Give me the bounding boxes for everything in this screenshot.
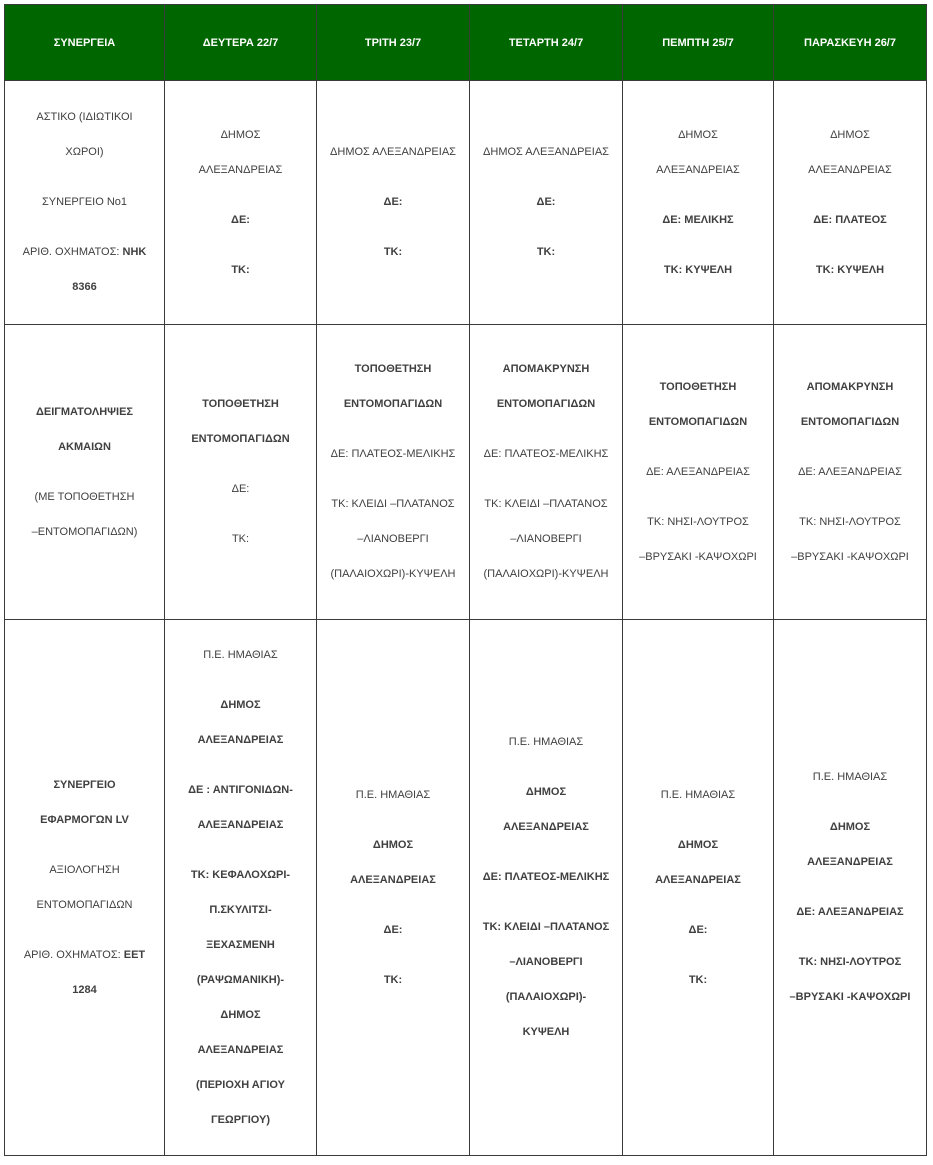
cell-paragraph <box>37 853 133 923</box>
table-row <box>5 620 927 1156</box>
cell-text: ΔΗΜΟΣ <box>220 1008 261 1021</box>
cell-text: ΔΗΜΟΣ ΑΛΕΞΑΝΔΡΕΙΑΣ <box>330 146 456 158</box>
cell-text: ΔΕ: ΠΛΑΤΕΟΣ <box>813 213 887 226</box>
cell-text: ΤΚ: ΚΥΨΕΛΗ <box>815 263 885 276</box>
cell-paragraph <box>40 768 129 838</box>
cell-text: ΣΥΝΕΡΓΕΙΟ <box>53 778 116 791</box>
cell-paragraph <box>231 203 250 238</box>
cell-paragraph <box>807 810 893 880</box>
schedule-cell <box>623 620 774 1156</box>
cell-paragraph <box>232 472 250 507</box>
cell-text: ΤΚ: <box>231 263 250 276</box>
cell-text: –ΛΙΑΝΟΒΕΡΓΙ <box>509 956 583 968</box>
cell-text: ΑΛΕΞΑΝΔΡΕΙΑΣ <box>197 1043 284 1056</box>
cell-text: ΑΛΕΞΑΝΔΡΕΙΑΣ <box>656 163 740 176</box>
cell-paragraph <box>509 725 583 760</box>
cell-text: ΤΚ: <box>383 973 403 986</box>
cell-text: ΤΚ: ΚΛΕΙΔΙ –ΠΛΑΤΑΝΟΣ <box>484 498 608 510</box>
cell-paragraph <box>198 688 284 758</box>
cell-text: ΔΗΜΟΣ <box>220 698 261 711</box>
cell-text: ΔΕ: ΠΛΑΤΕΟΣ-ΜΕΛΙΚΗΣ <box>330 448 456 460</box>
cell-paragraph <box>330 487 455 592</box>
schedule-cell <box>470 620 623 1156</box>
cell-text: ΔΕ: <box>383 196 403 208</box>
cell-text: ΤΚ: ΚΕΦΑΛΟΧΩΡΙ- <box>190 868 291 881</box>
cell-text: ΤΚ: <box>231 533 250 545</box>
cell-text: ΔΗΜΟΣ <box>677 838 719 851</box>
cell-text: (ΠΑΛΑΙΟΧΩΡΙ)-ΚΥΨΕΛΗ <box>330 568 456 580</box>
cell-text: ΑΡΙΘ. ΟΧΗΜΑΤΟΣ: <box>23 948 124 961</box>
cell-text: –ΛΙΑΝΟΒΕΡΓΙ <box>357 533 429 545</box>
cell-paragraph <box>483 860 610 895</box>
cell-text: 8366 <box>72 281 97 293</box>
cell-paragraph <box>655 828 741 898</box>
cell-text: Π.ΣΚΥΛΙΤΣΙ- <box>209 903 272 916</box>
cell-text: (ΠΑΛΑΙΟΧΩΡΙ)-ΚΥΨΕΛΗ <box>483 568 609 580</box>
cell-paragraph <box>203 638 277 673</box>
schedule-cell <box>317 325 470 620</box>
header-row <box>5 5 927 81</box>
cell-text: ΑΣΤΙΚΟ (ΙΔΙΩΤΙΚΟΙ <box>36 111 133 123</box>
cell-text: (ΠΑΛΑΙΟΧΩΡΙ)- <box>505 991 587 1003</box>
cell-text: ΔΕ: ΑΛΕΞΑΝΔΡΕΙΑΣ <box>646 465 750 478</box>
cell-text: ΑΛΕΞΑΝΔΡΕΙΑΣ <box>655 873 741 886</box>
cell-text: ΓΕΩΡΓΙΟΥ) <box>210 1113 271 1126</box>
cell-text: ΑΠΟΜΑΚΡΥΝΣΗ <box>502 363 590 375</box>
cell-paragraph <box>801 370 899 440</box>
cell-paragraph <box>537 235 555 270</box>
cell-paragraph <box>483 135 609 170</box>
cell-text: 1284 <box>72 983 97 996</box>
cell-text: ΚΥΨΕΛΗ <box>522 1026 570 1038</box>
schedule-table <box>4 4 927 1156</box>
cell-paragraph <box>790 945 911 1015</box>
cell-text: ΔΕ: <box>231 483 250 495</box>
cell-paragraph <box>537 185 556 220</box>
cell-paragraph <box>661 778 735 813</box>
cell-text: Π.Ε. ΗΜΑΘΙΑΣ <box>203 648 278 661</box>
schedule-cell <box>165 620 317 1156</box>
cell-text: ΔΗΜΟΣ <box>678 128 718 141</box>
cell-paragraph <box>796 895 903 930</box>
cell-paragraph <box>191 387 289 457</box>
header-tuesday: ΤΡΙΤΗ 23/7 <box>317 5 470 81</box>
cell-paragraph <box>798 455 902 490</box>
cell-paragraph <box>231 253 249 288</box>
cell-text: ΤΟΠΟΘΕΤΗΣΗ <box>659 380 737 393</box>
cell-text: ΔΕ: ΑΛΕΞΑΝΔΡΕΙΑΣ <box>796 906 904 918</box>
cell-text: ΔΕΙΓΜΑΤΟΛΗΨΙΕΣ <box>35 405 134 418</box>
header-wednesday: ΤΕΤΑΡΤΗ 24/7 <box>470 5 623 81</box>
cell-paragraph <box>497 352 595 422</box>
cell-text: ΔΕ: <box>688 923 708 936</box>
cell-text: ΤΚ: ΚΥΨΕΛΗ <box>663 263 733 276</box>
cell-text: ΔΕ: <box>536 196 556 208</box>
cell-text: Π.Ε. ΗΜΑΘΙΑΣ <box>660 788 736 801</box>
cell-text: (ΡΑΨΩΜΑΝΙΚΗ)- <box>196 973 285 986</box>
cell-text: –ΒΡΥΣΑΚΙ -ΚΑΨΟΧΩΡΙ <box>789 991 911 1003</box>
cell-paragraph <box>232 522 249 557</box>
cell-paragraph <box>808 118 892 188</box>
table-row <box>5 81 927 325</box>
cell-paragraph <box>483 910 609 1050</box>
cell-text: ΔΕ: ΠΛΑΤΕΟΣ-ΜΕΛΙΚΗΣ <box>482 871 610 883</box>
cell-text: ΑΛΕΞΑΝΔΡΕΙΑΣ <box>350 873 436 886</box>
schedule-cell <box>317 620 470 1156</box>
cell-text: ΑΛΕΞΑΝΔΡΕΙΑΣ <box>807 856 893 868</box>
cell-text: ΝΗΚ <box>122 246 147 258</box>
schedule-cell <box>774 325 927 620</box>
cell-text: ΧΩΡΟΙ) <box>65 146 104 158</box>
cell-text: –ΒΡΥΣΑΚΙ -ΚΑΨΟΧΩΡΙ <box>639 550 757 563</box>
cell-text: ΔΕ: ΑΛΕΞΑΝΔΡΕΙΑΣ <box>798 465 902 478</box>
cell-text: –ΕΝΤΟΜΟΠΑΓΙΔΩΝ) <box>31 525 138 538</box>
cell-paragraph <box>646 455 750 490</box>
cell-text: Π.Ε. ΗΜΑΘΙΑΣ <box>812 771 888 783</box>
cell-paragraph <box>484 437 609 472</box>
schedule-cell <box>623 325 774 620</box>
cell-paragraph <box>689 913 708 948</box>
header-thursday: ΠΕΜΠΤΗ 25/7 <box>623 5 774 81</box>
cell-paragraph <box>813 203 887 238</box>
cell-text: ΣΥΝΕΡΓΕΙΟ Νο1 <box>42 196 127 208</box>
team-cell <box>5 620 165 1156</box>
cell-paragraph <box>188 773 293 843</box>
cell-paragraph <box>24 938 145 1008</box>
cell-text: ΑΞΙΟΛΟΓΗΣΗ <box>49 863 120 876</box>
schedule-cell <box>165 81 317 325</box>
cell-paragraph <box>649 370 747 440</box>
cell-paragraph <box>384 185 403 220</box>
cell-paragraph <box>42 185 127 220</box>
cell-text: ΤΚ: ΝΗΣΙ-ΛΟΥΤΡΟΣ <box>799 515 901 528</box>
cell-text: ΔΗΜΟΣ <box>829 821 871 833</box>
cell-text: ΑΡΙΘ. ΟΧΗΜΑΤΟΣ: <box>22 246 123 258</box>
cell-text: ΕΝΤΟΜΟΠΑΓΙΔΩΝ <box>343 398 443 410</box>
cell-text: ΕΝΤΟΜΟΠΑΓΙΔΩΝ <box>648 415 748 428</box>
cell-text: ΑΛΕΞΑΝΔΡΕΙΑΣ <box>808 163 892 176</box>
cell-paragraph <box>350 828 436 898</box>
cell-text: (ΠΕΡΙΟΧΗ ΑΓΙΟΥ <box>195 1078 286 1091</box>
cell-paragraph <box>639 505 757 575</box>
cell-text: ΔΕ: <box>231 213 250 226</box>
header-monday: ΔΕΥΤΕΡΑ 22/7 <box>165 5 317 81</box>
schedule-cell <box>623 81 774 325</box>
schedule-cell <box>317 81 470 325</box>
cell-paragraph <box>331 437 456 472</box>
cell-paragraph <box>384 963 402 998</box>
cell-text: ΑΛΕΞΑΝΔΡΕΙΑΣ <box>503 821 589 833</box>
cell-text: Π.Ε. ΗΜΑΘΙΑΣ <box>355 788 431 801</box>
cell-paragraph <box>664 253 732 288</box>
cell-text: ΤΚ: ΝΗΣΙ-ΛΟΥΤΡΟΣ <box>647 515 749 528</box>
cell-paragraph <box>689 963 707 998</box>
cell-text: ΔΕ : ΑΝΤΙΓΟΝΙΔΩΝ- <box>188 783 293 796</box>
cell-paragraph <box>503 775 589 845</box>
cell-text: ΔΕ: ΜΕΛΙΚΗΣ <box>662 213 734 226</box>
cell-paragraph <box>384 235 402 270</box>
cell-text: ΑΛΕΞΑΝΔΡΕΙΑΣ <box>197 733 284 746</box>
schedule-cell <box>774 620 927 1156</box>
cell-paragraph <box>813 760 887 795</box>
cell-text: ΑΠΟΜΑΚΡΥΝΣΗ <box>806 380 894 393</box>
cell-paragraph <box>23 235 147 305</box>
cell-text: –ΒΡΥΣΑΚΙ -ΚΑΨΟΧΩΡΙ <box>791 550 909 563</box>
cell-text: ΑΚΜΑΙΩΝ <box>58 440 111 453</box>
header-friday: ΠΑΡΑΣΚΕΥΗ 26/7 <box>774 5 927 81</box>
cell-paragraph <box>199 118 283 188</box>
cell-paragraph <box>483 487 608 592</box>
cell-paragraph <box>32 480 138 550</box>
cell-paragraph <box>330 135 456 170</box>
cell-paragraph <box>662 203 733 238</box>
cell-text: ΤΚ: ΚΛΕΙΔΙ –ΠΛΑΤΑΝΟΣ <box>331 498 455 510</box>
cell-text: ΔΗΜΟΣ ΑΛΕΞΑΝΔΡΕΙΑΣ <box>483 146 609 158</box>
team-cell <box>5 81 165 325</box>
cell-text: ΤΚ: ΚΛΕΙΔΙ –ΠΛΑΤΑΝΟΣ <box>482 921 610 933</box>
table-row <box>5 325 927 620</box>
cell-text: ΤΟΠΟΘΕΤΗΣΗ <box>354 363 432 375</box>
cell-text: ΔΗΜΟΣ <box>372 838 414 851</box>
cell-paragraph <box>36 100 132 170</box>
cell-text: ΔΕ: ΠΛΑΤΕΟΣ-ΜΕΛΙΚΗΣ <box>483 448 609 460</box>
cell-text: (ΜΕ ΤΟΠΟΘΕΤΗΣΗ <box>34 490 135 503</box>
cell-text: ΔΕ: <box>383 923 403 936</box>
cell-paragraph <box>344 352 442 422</box>
cell-paragraph <box>816 253 884 288</box>
team-cell <box>5 325 165 620</box>
cell-paragraph <box>791 505 909 575</box>
cell-text: ΑΛΕΞΑΝΔΡΕΙΑΣ <box>197 818 284 831</box>
cell-paragraph <box>656 118 740 188</box>
cell-paragraph <box>356 778 430 813</box>
schedule-cell <box>165 325 317 620</box>
cell-text: ΤΟΠΟΘΕΤΗΣΗ <box>202 398 279 410</box>
cell-paragraph <box>36 395 133 465</box>
schedule-cell <box>470 325 623 620</box>
cell-text: ΤΚ: <box>688 973 708 986</box>
cell-paragraph <box>191 858 290 1138</box>
cell-text: ΕΝΤΟΜΟΠΑΓΙΔΩΝ <box>800 415 900 428</box>
cell-text: ΕΝΤΟΜΟΠΑΓΙΔΩΝ <box>191 433 290 445</box>
cell-text: ΔΗΜΟΣ <box>220 128 261 141</box>
schedule-cell <box>470 81 623 325</box>
cell-text: ΑΛΕΞΑΝΔΡΕΙΑΣ <box>198 163 283 176</box>
cell-text: ΔΗΜΟΣ <box>830 128 870 141</box>
cell-text: ΤΚ: ΝΗΣΙ-ΛΟΥΤΡΟΣ <box>798 956 902 968</box>
cell-text: ΕΦΑΡΜΟΓΩΝ LV <box>40 813 129 826</box>
cell-text: ΤΚ: <box>383 246 403 258</box>
cell-text: ΕΕΤ <box>123 948 146 961</box>
cell-text: –ΛΙΑΝΟΒΕΡΓΙ <box>510 533 582 545</box>
cell-text: Π.Ε. ΗΜΑΘΙΑΣ <box>508 736 584 748</box>
cell-text: ΞΕΧΑΣΜΕΝΗ <box>206 938 275 951</box>
cell-text: ΔΗΜΟΣ <box>525 786 567 798</box>
cell-text: ΕΝΤΟΜΟΠΑΓΙΔΩΝ <box>36 898 133 911</box>
cell-paragraph <box>384 913 403 948</box>
cell-text: ΤΚ: <box>536 246 556 258</box>
header-teams: ΣΥΝΕΡΓΕΙΑ <box>5 5 165 81</box>
schedule-cell <box>774 81 927 325</box>
cell-text: ΕΝΤΟΜΟΠΑΓΙΔΩΝ <box>496 398 596 410</box>
